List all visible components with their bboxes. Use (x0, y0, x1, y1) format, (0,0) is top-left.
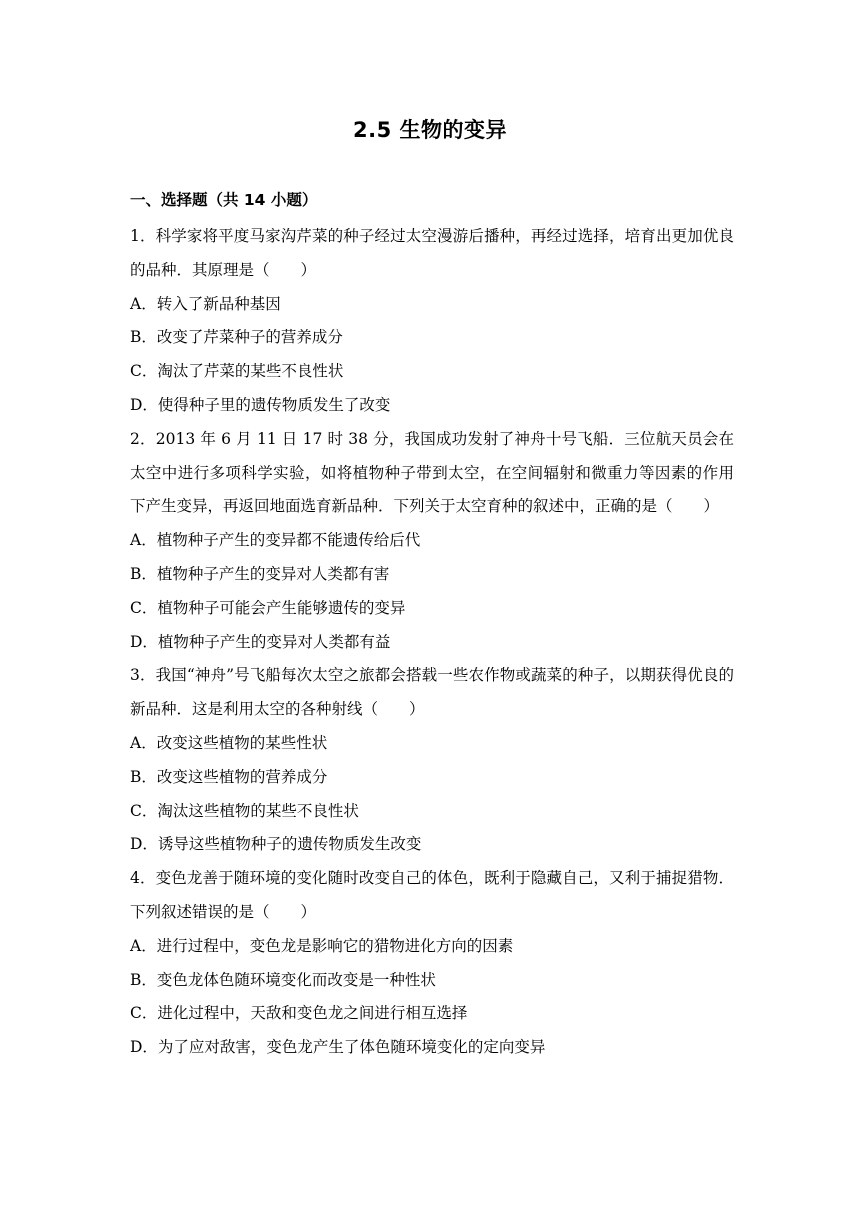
question-stem: 1．科学家将平度马家沟芹菜的种子经过太空漫游后播种，再经过选择，培育出更加优良的品种．其原理是（ ） (130, 227, 734, 279)
question-list (130, 186, 734, 1065)
question-2 (130, 423, 734, 660)
option-d: D．诱导这些植物种子的遗传物质发生改变 (130, 835, 422, 854)
option-d: D．为了应对敌害，变色龙产生了体色随环境变化的定向变异 (130, 1038, 546, 1057)
option-a: A．转入了新品种基因 (130, 294, 281, 313)
question-stem: 2．2013 年 6 月 11 日 17 时 38 分，我国成功发射了神舟十号飞船．三位航天员会在太空中进行多项科学实验，如将植物种子带到太空，在空间辐射和微重力等因素的作用下产生变异，再返回地面选育新品种．下列关于太空育种的叙述中，正确的是（ ） (130, 429, 734, 516)
option-c: C．植物种子可能会产生能够遗传的变异 (130, 598, 406, 617)
question-stem: 4．变色龙善于随环境的变化随时改变自己的体色，既利于隐藏自己，又利于捕捉猎物．下列叙述错误的是（ ） (130, 869, 734, 921)
option-b: B．改变这些植物的营养成分 (130, 767, 328, 786)
option-b: B．植物种子产生的变异对人类都有害 (130, 564, 390, 583)
option-b: B．改变了芹菜种子的营养成分 (130, 328, 343, 347)
question-4 (130, 862, 734, 1065)
question-stem: 3．我国“神舟”号飞船每次太空之旅都会搭载一些农作物或蔬菜的种子，以期获得优良的新品种．这是利用太空的各种射线（ ） (130, 666, 734, 719)
option-c: C．淘汰这些植物的某些不良性状 (130, 801, 359, 820)
section-heading: 一、选择题（共 14 小题） (130, 191, 318, 209)
option-c: C．淘汰了芹菜的某些不良性状 (130, 362, 344, 381)
option-d: D．植物种子产生的变异对人类都有益 (130, 632, 391, 651)
option-c: C．进化过程中，天敌和变色龙之间进行相互选择 (130, 1004, 468, 1023)
option-a: A．植物种子产生的变异都不能遗传给后代 (130, 531, 421, 550)
question-3 (130, 659, 734, 862)
option-d: D．使得种子里的遗传物质发生了改变 (130, 395, 391, 414)
option-b: B．变色龙体色随环境变化而改变是一种性状 (130, 970, 436, 989)
option-a: A．进行过程中，变色龙是影响它的猎物进化方向的因素 (130, 936, 514, 955)
question-1 (130, 220, 734, 423)
page-title: 2.5 生物的变异 (352, 118, 507, 142)
option-a: A．改变这些植物的某些性状 (130, 733, 328, 752)
